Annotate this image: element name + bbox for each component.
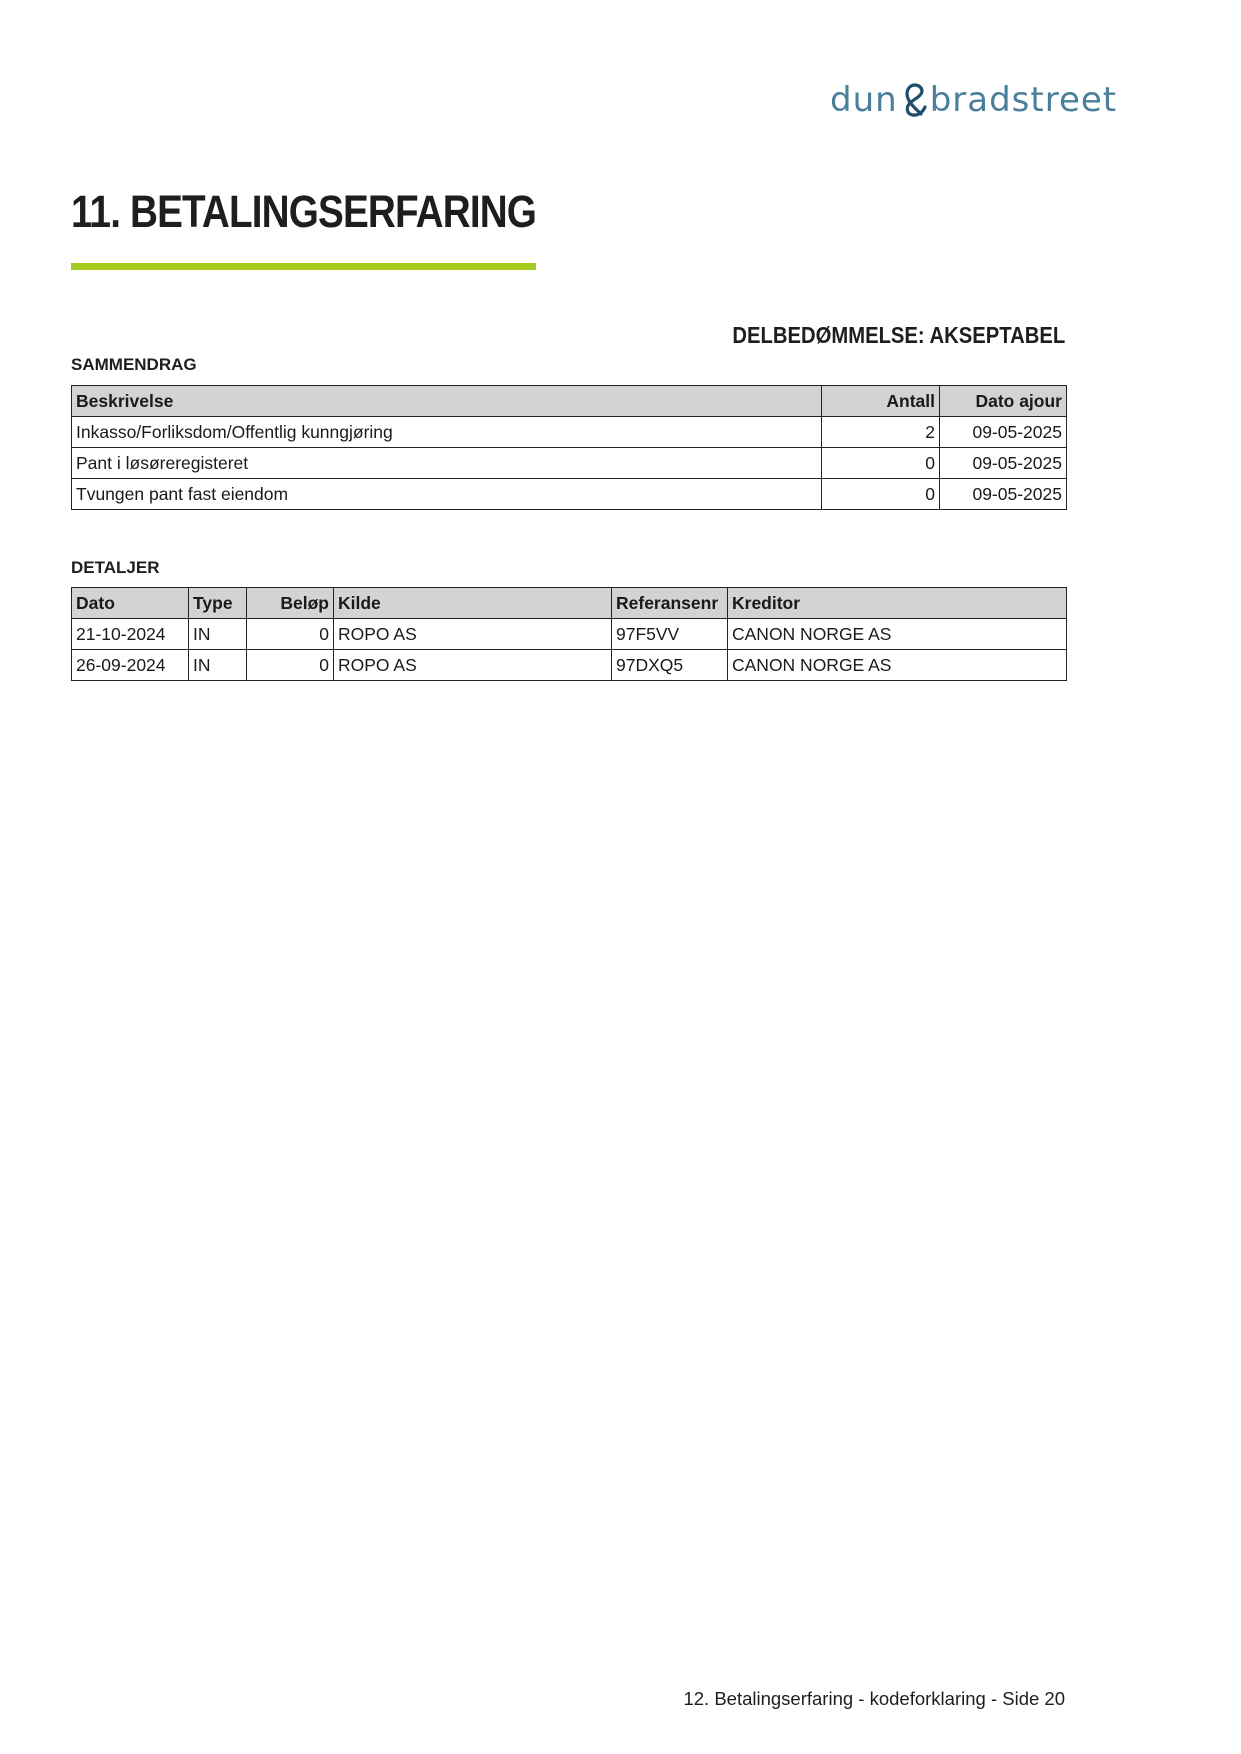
details-header-kreditor: Kreditor: [728, 588, 1067, 619]
details-cell-kreditor: CANON NORGE AS: [728, 619, 1067, 650]
details-table: [71, 587, 1067, 681]
summary-header-beskrivelse: Beskrivelse: [72, 386, 822, 417]
summary-cell-dato: 09-05-2025: [940, 448, 1067, 479]
table-row: [72, 650, 1067, 681]
details-cell-referansenr: 97F5VV: [612, 619, 728, 650]
details-header-referansenr: Referansenr: [612, 588, 728, 619]
details-header-belop: Beløp: [247, 588, 334, 619]
dun-bradstreet-logo: [830, 80, 1117, 120]
details-cell-referansenr: 97DXQ5: [612, 650, 728, 681]
page-title: 11. BETALINGSERFARING: [71, 186, 537, 237]
details-cell-type: IN: [189, 650, 247, 681]
details-cell-belop: 0: [247, 619, 334, 650]
summary-label: SAMMENDRAG: [71, 355, 197, 374]
summary-header-row: [72, 386, 1067, 417]
summary-cell-beskrivelse: Inkasso/Forliksdom/Offentlig kunngjøring: [72, 417, 822, 448]
summary-cell-beskrivelse: Pant i løsøreregisteret: [72, 448, 822, 479]
details-cell-kreditor: CANON NORGE AS: [728, 650, 1067, 681]
details-header-dato: Dato: [72, 588, 189, 619]
details-header-row: [72, 588, 1067, 619]
details-label: DETALJER: [71, 558, 160, 577]
summary-cell-antall: 0: [822, 479, 940, 510]
summary-header-antall: Antall: [822, 386, 940, 417]
table-row: [72, 417, 1067, 448]
details-cell-dato: 21-10-2024: [72, 619, 189, 650]
ampersand-logo-icon: [899, 80, 929, 120]
logo-text-dun: dun: [830, 80, 898, 120]
details-cell-dato: 26-09-2024: [72, 650, 189, 681]
table-row: [72, 479, 1067, 510]
page-footer: 12. Betalingserfaring - kodeforklaring - Side 20: [683, 1688, 1065, 1709]
logo-text-bradstreet: bradstreet: [929, 80, 1118, 120]
details-header-type: Type: [189, 588, 247, 619]
title-underline: [71, 263, 536, 270]
summary-cell-dato: 09-05-2025: [940, 417, 1067, 448]
rating-heading: DELBEDØMMELSE: AKSEPTABEL: [732, 322, 1065, 348]
summary-table: [71, 385, 1067, 510]
details-cell-type: IN: [189, 619, 247, 650]
summary-header-dato-ajour: Dato ajour: [940, 386, 1067, 417]
details-cell-kilde: ROPO AS: [334, 619, 612, 650]
table-row: [72, 448, 1067, 479]
summary-cell-beskrivelse: Tvungen pant fast eiendom: [72, 479, 822, 510]
details-cell-belop: 0: [247, 650, 334, 681]
details-cell-kilde: ROPO AS: [334, 650, 612, 681]
table-row: [72, 619, 1067, 650]
summary-cell-dato: 09-05-2025: [940, 479, 1067, 510]
summary-cell-antall: 2: [822, 417, 940, 448]
summary-cell-antall: 0: [822, 448, 940, 479]
details-header-kilde: Kilde: [334, 588, 612, 619]
